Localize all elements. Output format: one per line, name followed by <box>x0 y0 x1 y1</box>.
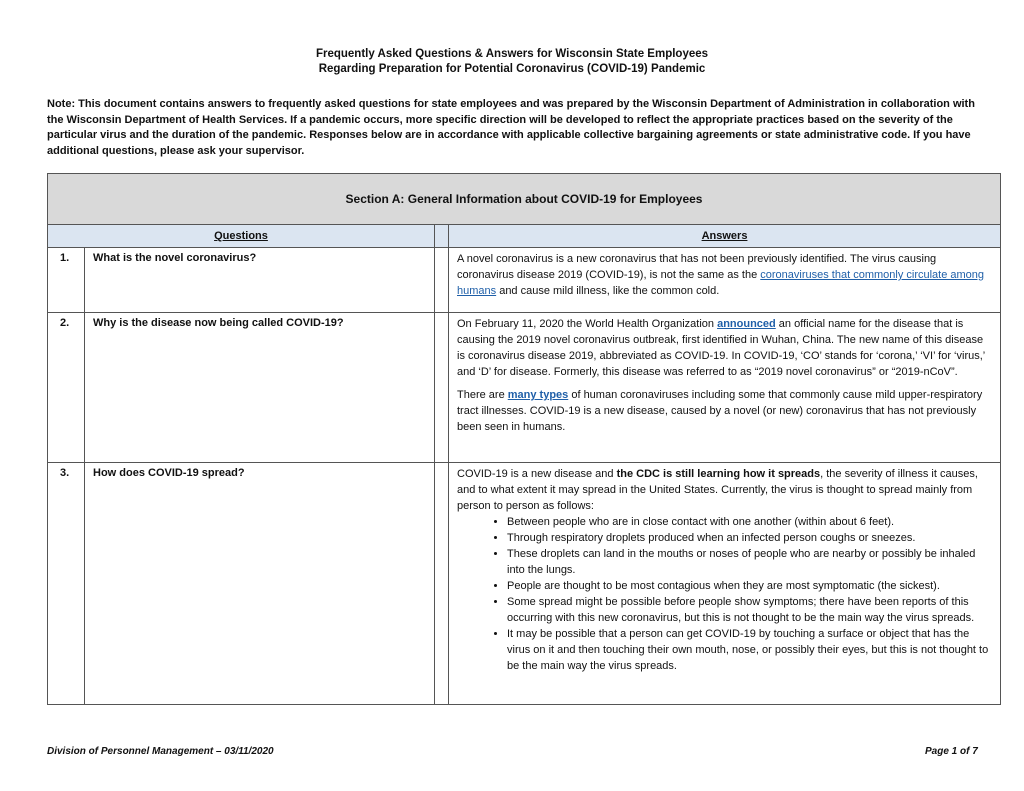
row-number: 3. <box>48 463 85 705</box>
column-gap <box>435 225 449 248</box>
answer-text: A novel coronavirus is a new coronavirus that has not been previously identified. The virus causing coronavirus disease 2019 (COVID-19), is not the same as the <box>457 253 937 281</box>
column-gap <box>435 248 449 313</box>
table-row <box>48 313 1001 463</box>
column-header-row <box>48 225 1001 248</box>
note-label: Note: <box>47 98 76 110</box>
section-title: Section A: General Information about COVID-19 for Employees <box>48 174 1001 225</box>
document-title <box>0 47 1024 77</box>
title-line-1: Frequently Asked Questions & Answers for Wisconsin State Employees <box>315 48 709 60</box>
many-types-link[interactable]: many types <box>507 389 569 401</box>
coronaviruses-link[interactable]: coronaviruses that commonly circulate among humans <box>457 269 985 297</box>
answer-text: and cause mild illness, like the common cold. <box>496 285 720 297</box>
list-item: • Between people who are in close contact with one another (within about 6 feet). <box>507 514 994 530</box>
list-item: • Some spread might be possible before people show symptoms; there have been reports of this occurring with this new coronavirus, but this is not thought to be the main way the virus spreads. <box>507 594 994 626</box>
answer-text: There are <box>457 389 508 401</box>
questions-column-header: Questions <box>48 225 435 248</box>
question-text: How does COVID-19 spread? <box>85 463 435 705</box>
answer-cell <box>449 463 1001 705</box>
note-text: This document contains answers to frequently asked questions for state employees and was prepared by the Wisconsin Department of Administration in collaboration with the Wisconsin Department of Health Services. If a pandemic occurs, more specific direction will be developed to reflect the appropriate practices based on the severity of the particular virus and the duration of the pandemic. Responses below are in accordance with applicable collective bargaining agreements or state administrative code. If you have additional questions, please ask your supervisor. <box>47 98 975 157</box>
answer-text: , the severity of illness it causes, and to what extent it may spread in the United States. Currently, the virus is thought to spread mainly from person to person as follows: <box>457 468 978 512</box>
column-gap <box>435 463 449 705</box>
answer-text: COVID-19 is a new disease and <box>457 468 617 480</box>
title-line-2: Regarding Preparation for Potential Coronavirus (COVID-19) Pandemic <box>318 63 706 75</box>
table-row <box>48 248 1001 313</box>
question-text: What is the novel coronavirus? <box>85 248 435 313</box>
answer-bold-text: the CDC is still learning how it spreads <box>616 468 821 480</box>
list-item: • These droplets can land in the mouths or noses of people who are nearby or possibly be inhaled into the lungs. <box>507 546 994 578</box>
table-row <box>48 463 1001 705</box>
answer-text: On February 11, 2020 the World Health Organization <box>457 318 718 330</box>
list-item: • People are thought to be most contagious when they are most symptomatic (the sickest). <box>507 578 994 594</box>
faq-table <box>47 173 1001 705</box>
question-text: Why is the disease now being called COVID-19? <box>85 313 435 463</box>
note-paragraph <box>47 97 987 159</box>
answer-cell <box>449 248 1001 313</box>
row-number: 1. <box>48 248 85 313</box>
list-item: • It may be possible that a person can get COVID-19 by touching a surface or object that has the virus on it and then touching their own mouth, nose, or possibly their eyes, but this is not thought to be the main way the virus spreads. <box>507 626 994 674</box>
answers-column-header: Answers <box>449 225 1001 248</box>
answer-text: an official name for the disease that is causing the 2019 novel coronavirus outbreak, first identified in Wuhan, China. The new name of this disease is coronavirus disease 2019, abbreviated as COVID-19. In COVID-19, ‘CO’ stands for ‘corona,’ ‘VI’ for ‘virus,’ and ‘D’ for disease. Formerly, this disease was referred to as “2019 novel coronavirus” or “2019-nCoV”. <box>457 318 985 378</box>
footer-division-date: Division of Personnel Management – 03/11/2020 <box>47 746 274 757</box>
announced-link[interactable]: announced <box>717 318 776 330</box>
row-number: 2. <box>48 313 85 463</box>
list-item: • Through respiratory droplets produced when an infected person coughs or sneezes. <box>507 530 994 546</box>
column-gap <box>435 313 449 463</box>
section-header-row <box>48 174 1001 225</box>
answer-cell <box>449 313 1001 463</box>
spread-bullet-list <box>457 514 994 674</box>
answer-text: of human coronaviruses including some that commonly cause mild upper-respiratory tract illnesses. COVID-19 is a new disease, caused by a novel (or new) coronavirus that has not previously been seen in humans. <box>457 389 983 433</box>
footer-page-number: Page 1 of 7 <box>925 746 978 757</box>
